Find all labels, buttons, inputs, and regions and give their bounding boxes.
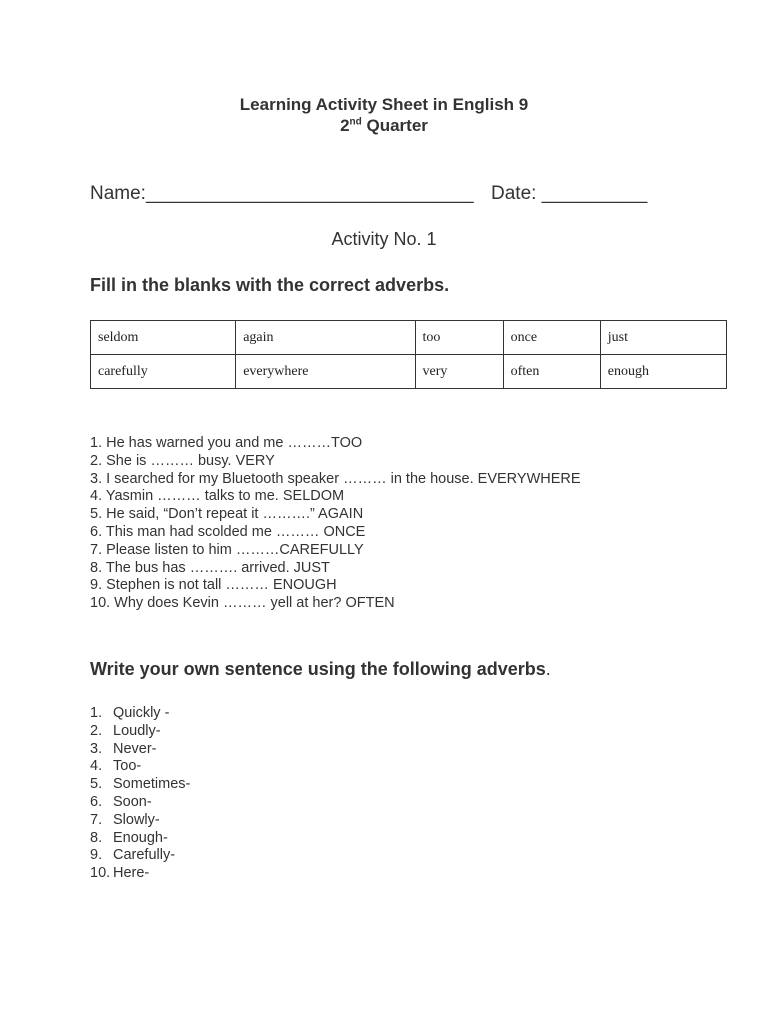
list-number: 10. bbox=[90, 865, 111, 882]
title-line-2 bbox=[0, 115, 768, 136]
list-number: 7. bbox=[90, 811, 103, 828]
list-item: 6. This man had scolded me ……… ONCE bbox=[90, 523, 366, 540]
list-item: 9. Stephen is not tall ……… ENOUGH bbox=[90, 577, 337, 594]
section-1-heading: Fill in the blanks with the correct adverbs. bbox=[90, 275, 450, 295]
list-item: 1. He has warned you and me ………TOO bbox=[90, 435, 363, 451]
table-cell: enough bbox=[600, 355, 726, 389]
section-2-heading bbox=[90, 659, 551, 680]
table-cell: often bbox=[503, 355, 600, 389]
list-text: Loudly- bbox=[113, 722, 161, 739]
list-text: Enough- bbox=[113, 829, 168, 846]
list-item: 10. Why does Kevin ……… yell at her? OFTEN bbox=[90, 595, 395, 612]
title-quarter-suffix: nd bbox=[349, 116, 362, 128]
list-item bbox=[90, 723, 190, 741]
list-text: Never- bbox=[113, 740, 157, 757]
list-text: Sometimes- bbox=[113, 776, 191, 793]
name-field: Name:_______________________________ bbox=[90, 183, 474, 204]
list-item: 2. She is ……… busy. VERY bbox=[90, 452, 275, 469]
list-item bbox=[90, 741, 190, 759]
list-number: 4. bbox=[90, 758, 103, 775]
table-cell: carefully bbox=[91, 355, 236, 389]
section-2-heading-text: Write your own sentence using the following adverbs bbox=[90, 659, 546, 679]
list-item bbox=[90, 776, 190, 794]
table-cell: again bbox=[236, 321, 415, 355]
list-item: 5. He said, “Don’t repeat it ……….” AGAIN bbox=[90, 506, 364, 523]
table-cell: too bbox=[415, 321, 503, 355]
list-item: 4. Yasmin ……… talks to me. SELDOM bbox=[90, 488, 345, 505]
date-field: Date: __________ bbox=[491, 183, 648, 204]
list-number: 1. bbox=[90, 705, 103, 721]
table-cell: very bbox=[415, 355, 503, 389]
list-item bbox=[90, 705, 190, 723]
list-item: 7. Please listen to him ………CAREFULLY bbox=[90, 541, 364, 558]
adverb-table bbox=[90, 320, 727, 389]
document-title bbox=[0, 94, 768, 136]
list-number: 3. bbox=[90, 740, 103, 757]
list-text: Here- bbox=[113, 865, 150, 882]
list-number: 2. bbox=[90, 722, 103, 739]
list-item bbox=[90, 794, 190, 812]
list-item bbox=[90, 830, 190, 848]
list-item: 8. The bus has ………. arrived. JUST bbox=[90, 559, 330, 576]
activity-number: Activity No. 1 bbox=[331, 229, 437, 249]
fill-in-list bbox=[90, 435, 581, 613]
title-line-1: Learning Activity Sheet in English 9 bbox=[239, 95, 529, 114]
table-cell: everywhere bbox=[236, 355, 415, 389]
list-number: 5. bbox=[90, 776, 103, 793]
own-sentence-list bbox=[90, 705, 190, 883]
list-text: Slowly- bbox=[113, 811, 160, 828]
list-number: 9. bbox=[90, 847, 103, 864]
list-text: Carefully- bbox=[113, 847, 176, 864]
list-item bbox=[90, 812, 190, 830]
list-text: Soon- bbox=[113, 793, 152, 810]
table-cell: once bbox=[503, 321, 600, 355]
list-item bbox=[90, 865, 190, 883]
table-row bbox=[91, 355, 727, 389]
section-2-heading-period: . bbox=[545, 659, 551, 679]
list-number: 8. bbox=[90, 829, 103, 846]
table-cell: just bbox=[600, 321, 726, 355]
list-item bbox=[90, 847, 190, 865]
title-quarter-number: 2 bbox=[340, 116, 350, 135]
table-row bbox=[91, 321, 727, 355]
list-item bbox=[90, 758, 190, 776]
list-item: 3. I searched for my Bluetooth speaker ……… in the house. EVERYWHERE bbox=[90, 470, 581, 487]
list-number: 6. bbox=[90, 793, 103, 810]
title-quarter-label: Quarter bbox=[361, 116, 428, 135]
list-text: Too- bbox=[113, 758, 142, 775]
table-cell: seldom bbox=[91, 321, 236, 355]
list-text: Quickly - bbox=[113, 705, 170, 721]
